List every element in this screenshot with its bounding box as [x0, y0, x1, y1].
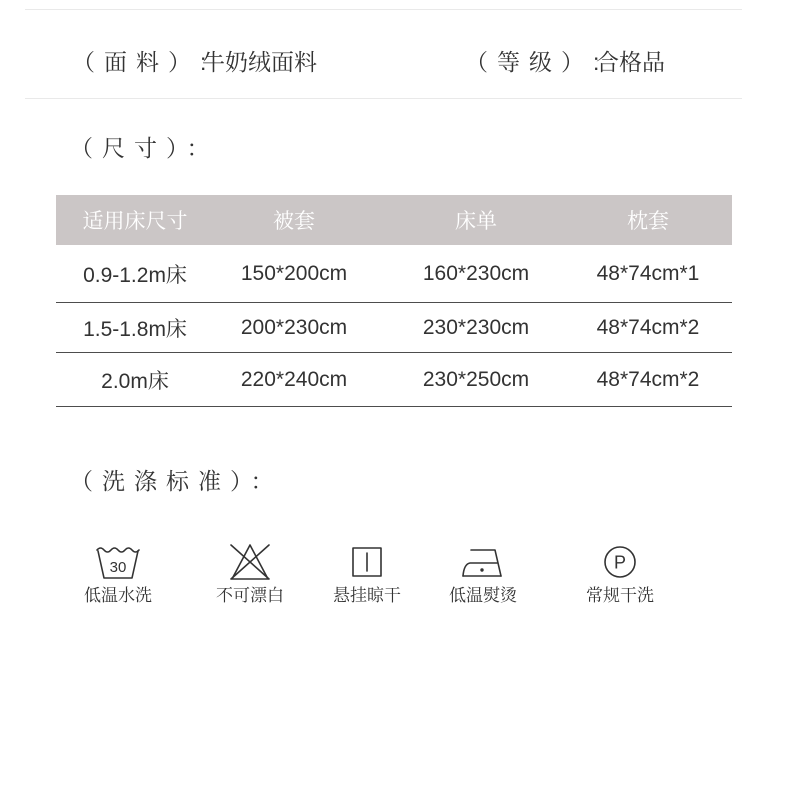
wash-30-icon — [94, 542, 142, 582]
care-item-hang-dry — [312, 542, 422, 606]
pillowcase-cell: 48*74cm*2 — [596, 367, 700, 391]
wash-temperature-text: 30 — [109, 559, 127, 576]
duvet-cover-cell: 220*240cm — [240, 367, 348, 391]
dry-clean-icon — [596, 542, 644, 582]
duvet-cover-cell: 150*200cm — [240, 261, 348, 285]
header-pillowcase: 枕套 — [627, 210, 669, 233]
table-row — [56, 303, 732, 353]
care-label: 常规干洗 — [586, 586, 654, 605]
table-row — [56, 353, 732, 407]
bed-size-cell: 0.9-1.2m床 — [83, 263, 187, 287]
care-item-low-temp-wash — [63, 542, 173, 606]
duvet-cover-cell: 200*230cm — [240, 315, 348, 339]
care-label: 低温熨烫 — [449, 586, 517, 605]
hang-dry-icon — [343, 542, 391, 582]
pillowcase-cell: 48*74cm*1 — [596, 261, 700, 285]
table-row — [56, 245, 732, 303]
care-item-dry-clean — [565, 542, 675, 606]
size-table — [56, 195, 732, 407]
bed-size-cell: 1.5-1.8m床 — [83, 317, 187, 341]
size-heading: （尺寸）： — [70, 135, 219, 161]
fabric-label: （面料）: — [72, 49, 216, 75]
no-bleach-icon — [226, 542, 274, 582]
bed-sheet-cell: 230*250cm — [422, 367, 530, 391]
top-divider — [25, 9, 742, 10]
wash-heading: （洗涤标准）： — [70, 468, 283, 494]
header-duvet-cover: 被套 — [273, 210, 315, 233]
grade-value: 合格品 — [596, 49, 665, 75]
header-bed-sheet: 床单 — [455, 210, 497, 233]
bed-size-cell: 2.0m床 — [101, 369, 169, 393]
pillowcase-cell: 48*74cm*2 — [596, 315, 700, 339]
bed-sheet-cell: 230*230cm — [422, 315, 530, 339]
care-label: 悬挂晾干 — [333, 586, 401, 605]
care-label: 不可漂白 — [216, 586, 284, 605]
bed-sheet-cell: 160*230cm — [422, 261, 530, 285]
fabric-value: 牛奶绒面料 — [202, 49, 317, 75]
care-item-no-bleach — [195, 542, 305, 606]
grade-label: （等级）: — [465, 49, 609, 75]
size-table-header — [56, 195, 732, 245]
low-iron-icon — [459, 542, 507, 582]
header-bed-size: 适用床尺寸 — [82, 210, 188, 233]
care-label: 低温水洗 — [84, 586, 152, 605]
care-item-low-iron — [428, 542, 538, 606]
dry-clean-letter: P — [613, 552, 627, 573]
section-divider — [25, 98, 742, 99]
